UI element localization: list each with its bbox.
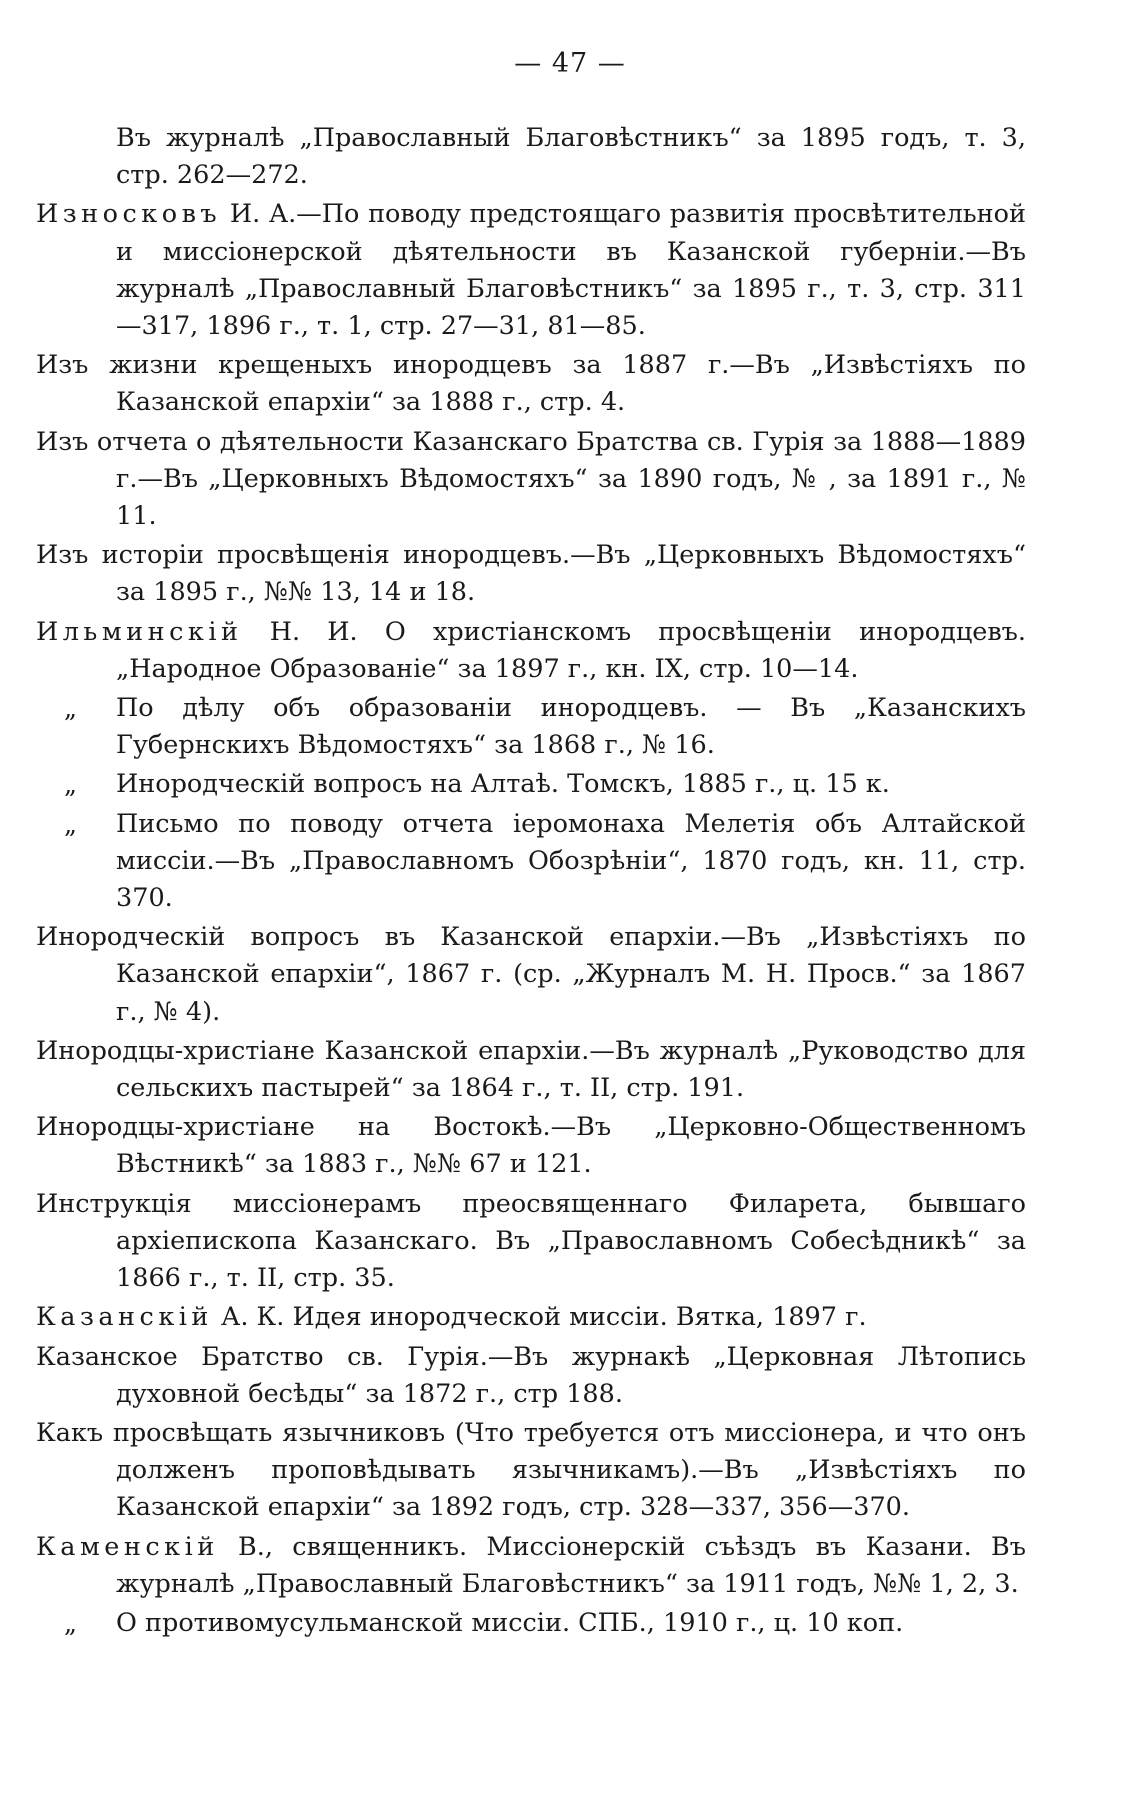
bibliography-subentry bbox=[36, 690, 1026, 764]
entry-text: Какъ просвѣщать язычниковъ (Что требуется отъ миссіонера, и что онъ долженъ проповѣдывать язычникамъ).—Въ „Извѣстіяхъ по Казанской епархіи“ за 1892 годъ, стр. 328—337, 356—370. bbox=[36, 1417, 1026, 1523]
entry-text: Въ журналѣ „Православный Благовѣстникъ“ за 1895 годъ, т. 3, стр. 262—272. bbox=[116, 123, 1026, 191]
bibliography-entry bbox=[36, 1529, 1026, 1603]
bibliography-entry bbox=[36, 1299, 1026, 1336]
entry-text: Изъ отчета о дѣятельности Казанскаго Братства св. Гурія за 1888—1889 г.—Въ „Церковныхъ Вѣдомостяхъ“ за 1890 годъ, № , за 1891 г., № 11. bbox=[36, 426, 1026, 532]
bibliography-entry bbox=[36, 424, 1026, 536]
entry-text: Инородцы-христіане Казанской епархіи.—Въ журналѣ „Руководство для сельскихъ пастырей“ за 1864 г., т. II, стр. 191. bbox=[36, 1035, 1026, 1104]
entry-text: Изъ жизни крещеныхъ инородцевъ за 1887 г.—Въ „Извѣстіяхъ по Казанской епархіи“ за 1888 г., стр. 4. bbox=[36, 350, 1026, 418]
bibliography-entry bbox=[36, 1415, 1026, 1527]
entry-text: Н. И. О христіанскомъ просвѣщеніи инородцевъ. „Народное Образованіе“ за 1897 г., кн. IX, стр. 10—14. bbox=[116, 616, 1026, 684]
ditto-mark: „ bbox=[64, 1608, 77, 1638]
entry-author: Каменскій bbox=[36, 1531, 219, 1562]
bibliography-entry bbox=[36, 347, 1026, 421]
entry-text: Инструкція миссіонерамъ преосвященнаго Филарета, бывшаго архіепископа Казанскаго. Въ „Православномъ Собесѣдникѣ“ за 1866 г., т. II, стр. 35. bbox=[36, 1188, 1026, 1294]
bibliography-list bbox=[36, 120, 1026, 1644]
entry-text: По дѣлу объ образованіи инородцевъ. — Въ „Казанскихъ Губернскихъ Вѣдомостяхъ“ за 1868 г., № 16. bbox=[116, 693, 1026, 761]
entry-text: И. А.—По поводу предстоящаго развитія просвѣтительной и миссіонерской дѣятельности въ Казанской губерніи.—Въ журналѣ „Православный Благовѣстникъ“ за 1895 г., т. 3, стр. 311—317, 1896 г., т. 1, стр. 27—31, 81—85. bbox=[116, 199, 1026, 342]
bibliography-entry bbox=[36, 120, 1026, 194]
entry-text: Письмо по поводу отчета іеромонаха Мелетія объ Алтайской миссіи.—Въ „Православномъ Обозрѣніи“, 1870 годъ, кн. 11, стр. 370. bbox=[116, 808, 1026, 914]
entry-text: Казанское Братство св. Гурія.—Въ журнакѣ „Церковная Лѣтопись духовной бесѣды“ за 1872 г., стр 188. bbox=[36, 1341, 1026, 1409]
ditto-mark: „ bbox=[64, 809, 77, 839]
bibliography-entry bbox=[36, 919, 1026, 1031]
entry-text: Инородцы-христіане на Востокѣ.—Въ „Церковно-Общественномъ Вѣстникѣ“ за 1883 г., №№ 67 и 121. bbox=[36, 1112, 1026, 1180]
entry-text: О противомусульманской миссіи. СПБ., 1910 г., ц. 10 коп. bbox=[116, 1607, 904, 1638]
bibliography-subentry bbox=[36, 806, 1026, 918]
entry-author: Казанскій bbox=[36, 1302, 213, 1333]
entry-text: А. К. Идея инородческой миссіи. Вятка, 1897 г. bbox=[212, 1302, 867, 1333]
ditto-mark: „ bbox=[64, 770, 77, 800]
bibliography-entry bbox=[36, 1339, 1026, 1413]
bibliography-entry bbox=[36, 614, 1026, 688]
entry-text: В., священникъ. Миссіонерскій съѣздъ въ Казани. Въ журналѣ „Православный Благовѣстникъ“ за 1911 годъ, №№ 1, 2, 3. bbox=[116, 1531, 1026, 1599]
bibliography-subentry bbox=[36, 766, 1026, 803]
entry-author: Ильминскій bbox=[36, 616, 243, 647]
bibliography-entry bbox=[36, 1186, 1026, 1298]
bibliography-entry bbox=[36, 1109, 1026, 1183]
page-number: — 47 — bbox=[514, 48, 626, 79]
entry-text: Инородческій вопросъ на Алтаѣ. Томскъ, 1885 г., ц. 15 к. bbox=[116, 769, 890, 800]
bibliography-entry bbox=[36, 537, 1026, 611]
entry-author: Износковъ bbox=[36, 199, 222, 230]
entry-text: Изъ исторіи просвѣщенія инородцевъ.—Въ „Церковныхъ Вѣдомостяхъ“ за 1895 г., №№ 13, 14 и 18. bbox=[36, 540, 1026, 608]
bibliography-entry bbox=[36, 1033, 1026, 1107]
bibliography-subentry bbox=[36, 1605, 1026, 1642]
bibliography-entry bbox=[36, 196, 1026, 345]
ditto-mark: „ bbox=[64, 694, 77, 724]
entry-text: Инородческій вопросъ въ Казанской епархіи.—Въ „Извѣстіяхъ по Казанской епархіи“, 1867 г. (ср. „Журналъ М. Н. Просв.“ за 1867 г., № 4). bbox=[36, 922, 1026, 1027]
